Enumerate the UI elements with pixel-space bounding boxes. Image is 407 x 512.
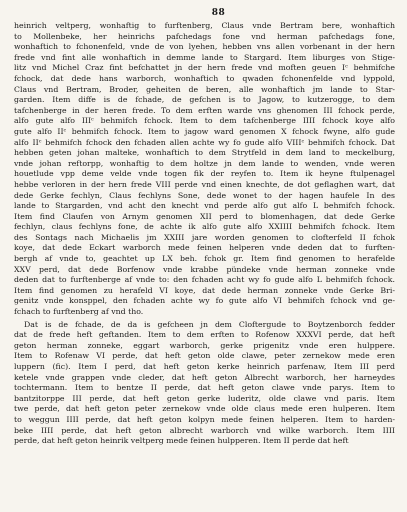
text-line: Dat is de fchade, de da is gefcheen jn dem Cloftergude to Boytzenborch fedder [24,319,395,329]
text-line: Item find Claufen von Arnym genomen XII perd to blomenhagen, dat dede Gerke [14,211,395,221]
text-line: fchach to furftenberg af vnd tho. [14,307,144,317]
text-line: heinrich veltperg, wonhaftig to furftenberg, Claus vnde Bertram bere, wonhaftich [14,21,395,30]
paragraph-1 [14,21,395,318]
text-line: twe perde, dat heft geton peter zernekow vnde olde claus mede eren hulperen. Item [14,404,395,414]
text-line: hebben geten johan malteke, wonhaftich to dem Strytfeld in dem land to meckelburg, [14,148,395,158]
text-line: geton herman zonneke, eggart warborch, gerke prigenitz vnde eren hulppere. [14,340,395,350]
text-line: luppern (fic). Item I perd, dat heft geton kerke heinrich parfenaw, Item III perd [14,362,395,371]
text-line: houetlude vpp deme velde vnde togen fik der reyfen to. Item ik heyne ftulpenagel [14,169,395,179]
text-line: beke IIII perde, dat heft geton albrecht warborch vnd wilke warborch. Item IIII [14,425,395,435]
text-line: tafchenberge in der heren frede. To dem erften warde vns ghenomen III fchock perde, [14,105,395,115]
text-line: gute alfo IIᶜ behmifch fchock. Item to jagow ward genomen X fchock fwyne, alfo gude [14,126,395,136]
text-line: alfo IIᶜ behmifch fchock den fchaden allen achte wy fo gude alfo VIIIᶜ behmifch fchock. Dat [14,137,395,147]
text-line: XXV perd, dat dede Borfenow vnde krabbe pündeke vnde herman zonneke vnde [14,264,395,274]
text-line: litz vnd Michel Craz fint befchattet jn der hern frede vnd moften geuen Iᶜ behmifche [14,63,395,73]
text-line: Claus vnd Bertram, Broder, geheiten de beren, alle wonhaftich jm lande to Star- [14,84,395,94]
text-line: lande to Stargarden, vnd acht den knecht vnd perde alfo gut alfo L behmifch fchock. [14,201,395,211]
text-line: hebbe verloren in der hern frede VIII perde vnd einen knechte, de dot geflaghen wart, dat [14,179,395,189]
text-line: des Sontags nach Michaelis jm XXIII jare worden genomen to clofterfeld II fchok [14,232,395,242]
text-line: bantzitorppe III perde, dat heft geton gerke luderitz, olde clawe vnd paris. Item [14,393,395,403]
text-line: Item find genomen zu herafeld VI koye, dat dede herman zonneke vnde Gerke Bri- [14,285,395,295]
text-line: alfo gute alfo IIIᶜ behmifch fchock. Item to dem tafchenberge IIII fchock koye alfo [14,116,395,126]
text-line: perde, dat heft geton heinrik veltperg mede feinen hulpperen. Item II perde dat heft [14,436,349,446]
text-line: wonhaftich to fchonenfeld, vnde de von lyehen, hebben vns allen vorbenant in der hern [14,42,395,52]
text-line: dede Gerke fechlyn, Claus fechlyns Sone, dede wonet to der hagen haufele In des [14,190,395,200]
text-line: dat de frede heft geftanden. Item to dem erften to Rofenow XXXVI perde, dat heft [14,330,395,340]
text-line: fechlyn, claus fechlyns fone, de achte ik alfo gute alfo XXIIII behmifch fchock. Item [14,222,395,232]
text-line: deden dat to furftenberge af vnde to: den fchaden acht wy fo gude alfo L behmifch fchock. [14,275,395,285]
text-line: genitz vnde konsppel, den fchaden achte wy fo gute alfo VI behmifch fchock vnd ge- [14,296,395,306]
text-line: vnde johan reftorpp, wonhaftig to dem holtze jn dem lande to wenden, vnde weren [14,158,395,168]
text-line: ketele vnde grappen vnde cleder, dat heft geton Albrecht warborch, her harneydes [14,372,395,382]
text-line: garden. Item diffe is de fchade, de gefchen is to Jagow, to kutzerogge, to dem [14,95,395,105]
paragraph-2 [14,320,395,447]
text-line: Item to Rofenaw VI perde, dat heft geton olde clawe, peter zernekow mede eren [14,351,395,361]
text-line: to weggun IIII perde, dat heft geton kolpyn mede feinen helperen. Item to harden- [14,414,395,424]
text-line: to Mollenbeke, her heinrichs pafchedags fone vnd herman pafchedags fone, [14,31,395,41]
page-number: 88 [211,8,226,18]
text-line: fchock, dat dede hans warborch, wonhaftich to qwaden fchonenfelde vnd lyppold, [14,73,395,83]
text-line: frede vnd fint alle wonhaftich in demme lande to Stargard. Item liburges von Stige- [14,52,395,62]
text-line: tochtermann. Item to bentze II perde, dat heft geton clawe vnde parys. Item to [14,383,395,393]
text-line: koye, dat dede Eckart warborch mede feinen helperen vnde deden dat to furften- [14,243,395,253]
text-line: bergh af vnde to, geachtet up LX beh. fchok gr. Item find genomen to herafelde [14,254,395,264]
